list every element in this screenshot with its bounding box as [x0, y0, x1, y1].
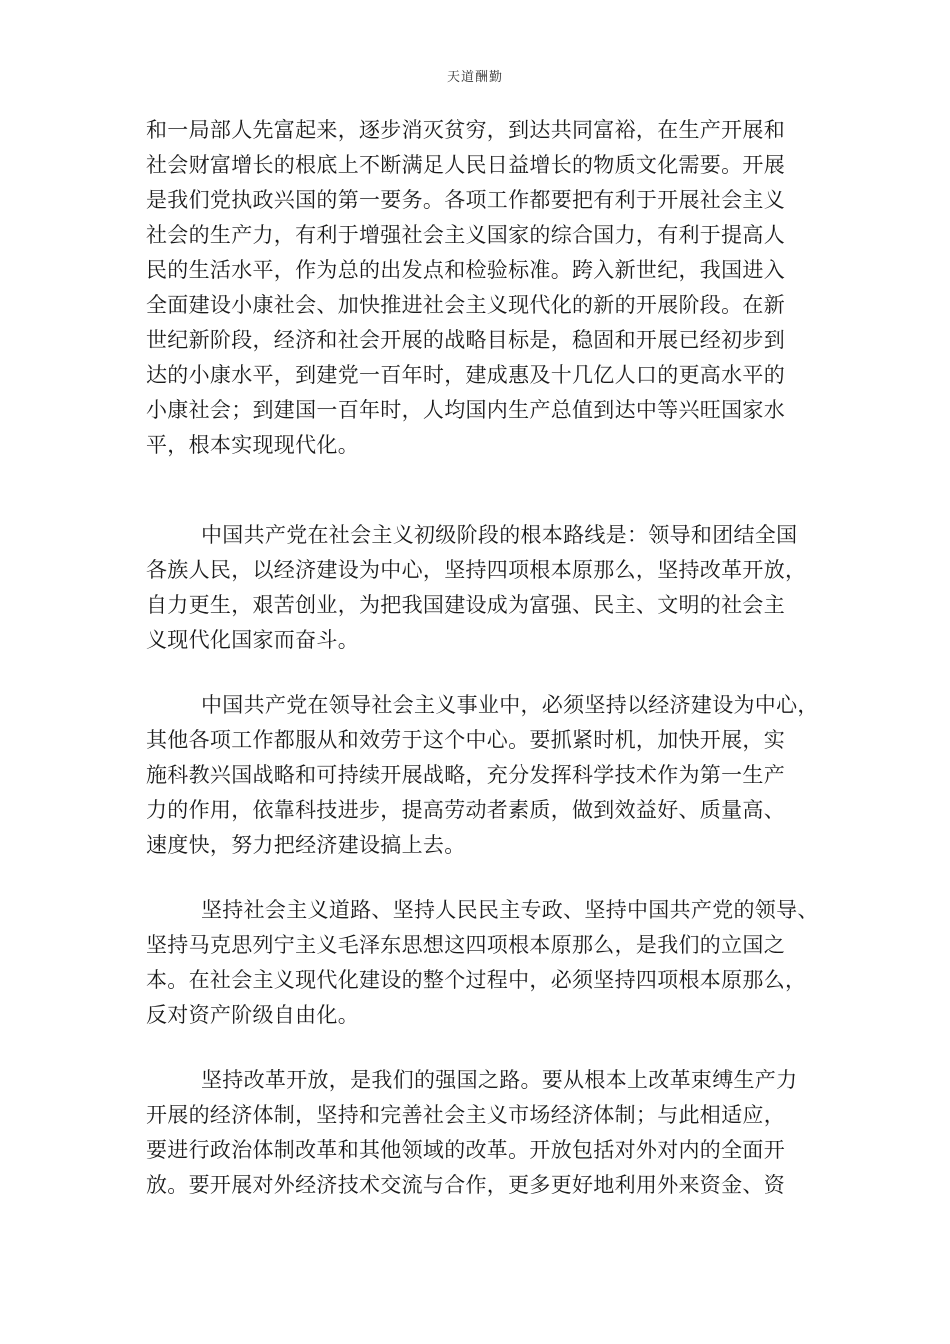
text-line: 是我们党执政兴国的第一要务。各项工作都要把有利于开展社会主义: [146, 188, 785, 212]
text-line: 本。在社会主义现代化建设的整个过程中，必须坚持四项根本原那么，: [146, 968, 807, 992]
page-header: 天道酬勤: [446, 70, 503, 85]
text-line: 中国共产党在社会主义初级阶段的根本路线是：领导和团结全国: [201, 523, 798, 547]
text-line: 和一局部人先富起来，逐步消灭贫穷，到达共同富裕，在生产开展和: [146, 118, 785, 142]
text-line: 义现代化国家而奋斗。: [146, 628, 359, 652]
text-line: 力的作用，依靠科技进步，提高劳动者素质，做到效益好、质量高、: [146, 798, 785, 822]
text-line: 坚持马克思列宁主义毛泽东思想这四项根本原那么，是我们的立国之: [146, 933, 785, 957]
text-line: 开展的经济体制，坚持和完善社会主义市场经济体制；与此相适应，: [146, 1103, 785, 1127]
text-line: 社会的生产力，有利于增强社会主义国家的综合国力，有利于提高人: [146, 223, 785, 247]
paragraph-1: [146, 113, 826, 463]
text-line: 中国共产党在领导社会主义事业中，必须坚持以经济建设为中心，: [201, 693, 819, 717]
text-line: 平，根本实现现代化。: [146, 433, 359, 457]
text-line: 自力更生，艰苦创业，为把我国建设成为富强、民主、文明的社会主: [146, 593, 785, 617]
text-line: 社会财富增长的根底上不断满足人民日益增长的物质文化需要。开展: [146, 153, 785, 177]
text-line: 放。要开展对外经济技术交流与合作，更多更好地利用外来资金、资: [146, 1173, 785, 1197]
paragraph-2: [146, 518, 826, 658]
text-line: 坚持社会主义道路、坚持人民民主专政、坚持中国共产党的领导、: [201, 898, 819, 922]
text-line: 世纪新阶段，经济和社会开展的战略目标是，稳固和开展已经初步到: [146, 328, 785, 352]
text-line: 达的小康水平，到建党一百年时，建成惠及十几亿人口的更高水平的: [146, 363, 785, 387]
text-line: 各族人民，以经济建设为中心，坚持四项根本原那么，坚持改革开放，: [146, 558, 807, 582]
text-line: 其他各项工作都服从和效劳于这个中心。要抓紧时机，加快开展，实: [146, 728, 785, 752]
paragraph-4: [146, 893, 826, 1033]
text-line: 施科教兴国战略和可持续开展战略，充分发挥科学技术作为第一生产: [146, 763, 785, 787]
text-line: 反对资产阶级自由化。: [146, 1003, 359, 1027]
text-line: 全面建设小康社会、加快推进社会主义现代化的新的开展阶段。在新: [146, 293, 785, 317]
paragraph-3: [146, 688, 826, 863]
text-line: 民的生活水平，作为总的出发点和检验标准。跨入新世纪，我国进入: [146, 258, 785, 282]
text-line: 速度快，努力把经济建设搞上去。: [146, 833, 466, 857]
text-line: 小康社会；到建国一百年时，人均国内生产总值到达中等兴旺国家水: [146, 398, 785, 422]
text-line: 坚持改革开放，是我们的强国之路。要从根本上改革束缚生产力: [201, 1068, 798, 1092]
paragraph-5: [146, 1063, 826, 1203]
text-line: 要进行政治体制改革和其他领域的改革。开放包括对外对内的全面开: [146, 1138, 785, 1162]
